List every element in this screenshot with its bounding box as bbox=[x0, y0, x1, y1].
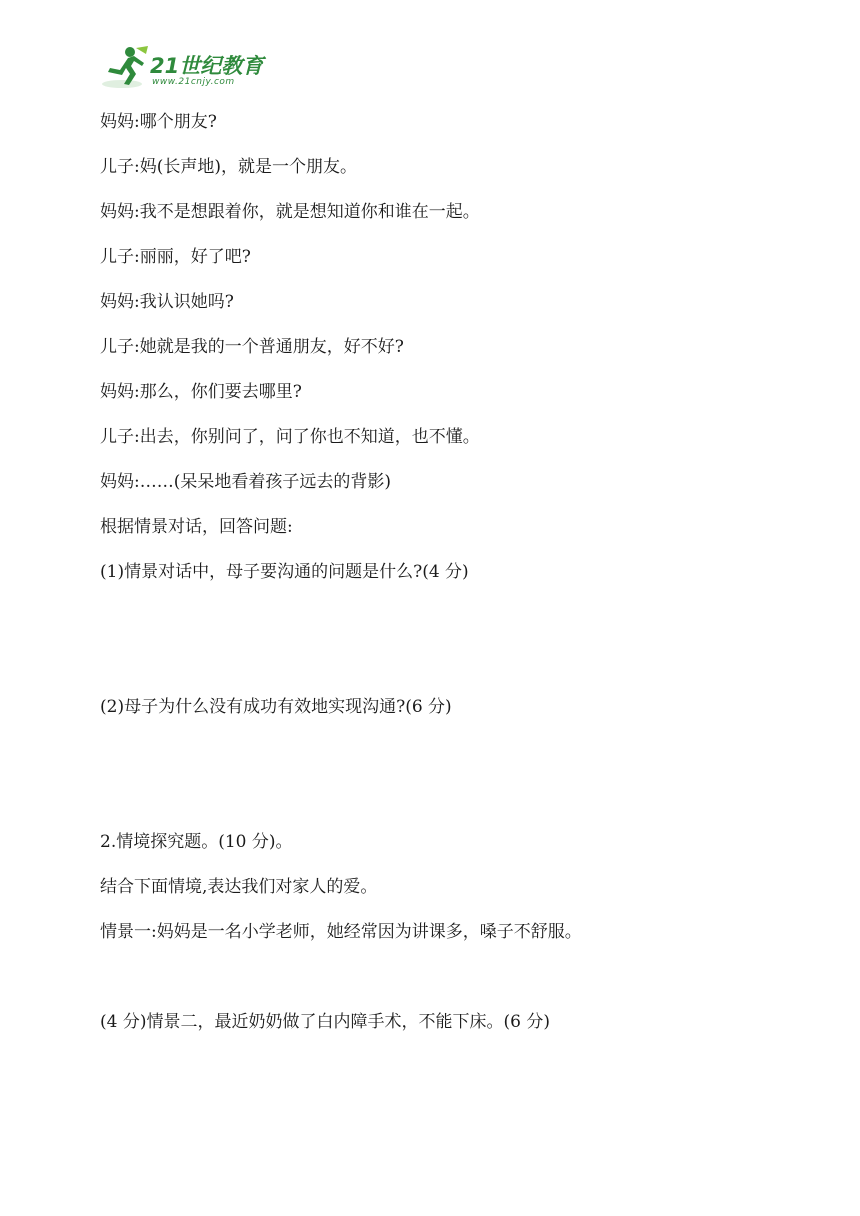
scenario-2: (4 分)情景二，最近奶奶做了白内障手术，不能下床。(6 分) bbox=[100, 1012, 550, 1032]
dialogue-line: 妈妈:那么，你们要去哪里? bbox=[100, 382, 302, 402]
logo-url: www.21cnjy.com bbox=[152, 77, 235, 87]
runner-icon bbox=[100, 44, 152, 92]
dialogue-line: 儿子:她就是我的一个普通朋友，好不好? bbox=[100, 337, 404, 357]
dialogue-line: 儿子:妈(长声地)，就是一个朋友。 bbox=[100, 157, 357, 177]
dialogue-line: 妈妈:……(呆呆地看着孩子远去的背影) bbox=[100, 472, 391, 492]
dialogue-line: 儿子:出去，你别问了，问了你也不知道，也不懂。 bbox=[100, 427, 480, 447]
dialogue-line: 妈妈:哪个朋友? bbox=[100, 112, 217, 132]
question-1: (1)情景对话中，母子要沟通的问题是什么?(4 分) bbox=[100, 562, 469, 582]
dialogue-line: 儿子:丽丽，好了吧? bbox=[100, 247, 251, 267]
logo-text: 21世纪教育 bbox=[150, 54, 264, 78]
scenario-1: 情景一:妈妈是一名小学老师，她经常因为讲课多，嗓子不舒服。 bbox=[100, 922, 582, 942]
instruction-text: 根据情景对话，回答问题: bbox=[100, 517, 293, 537]
instruction-text: 结合下面情境,表达我们对家人的爱。 bbox=[100, 877, 378, 897]
site-logo bbox=[100, 44, 270, 92]
question-2: (2)母子为什么没有成功有效地实现沟通?(6 分) bbox=[100, 697, 452, 717]
dialogue-line: 妈妈:我认识她吗? bbox=[100, 292, 234, 312]
dialogue-line: 妈妈:我不是想跟着你，就是想知道你和谁在一起。 bbox=[100, 202, 480, 222]
section-heading: 2.情境探究题。(10 分)。 bbox=[100, 832, 293, 852]
